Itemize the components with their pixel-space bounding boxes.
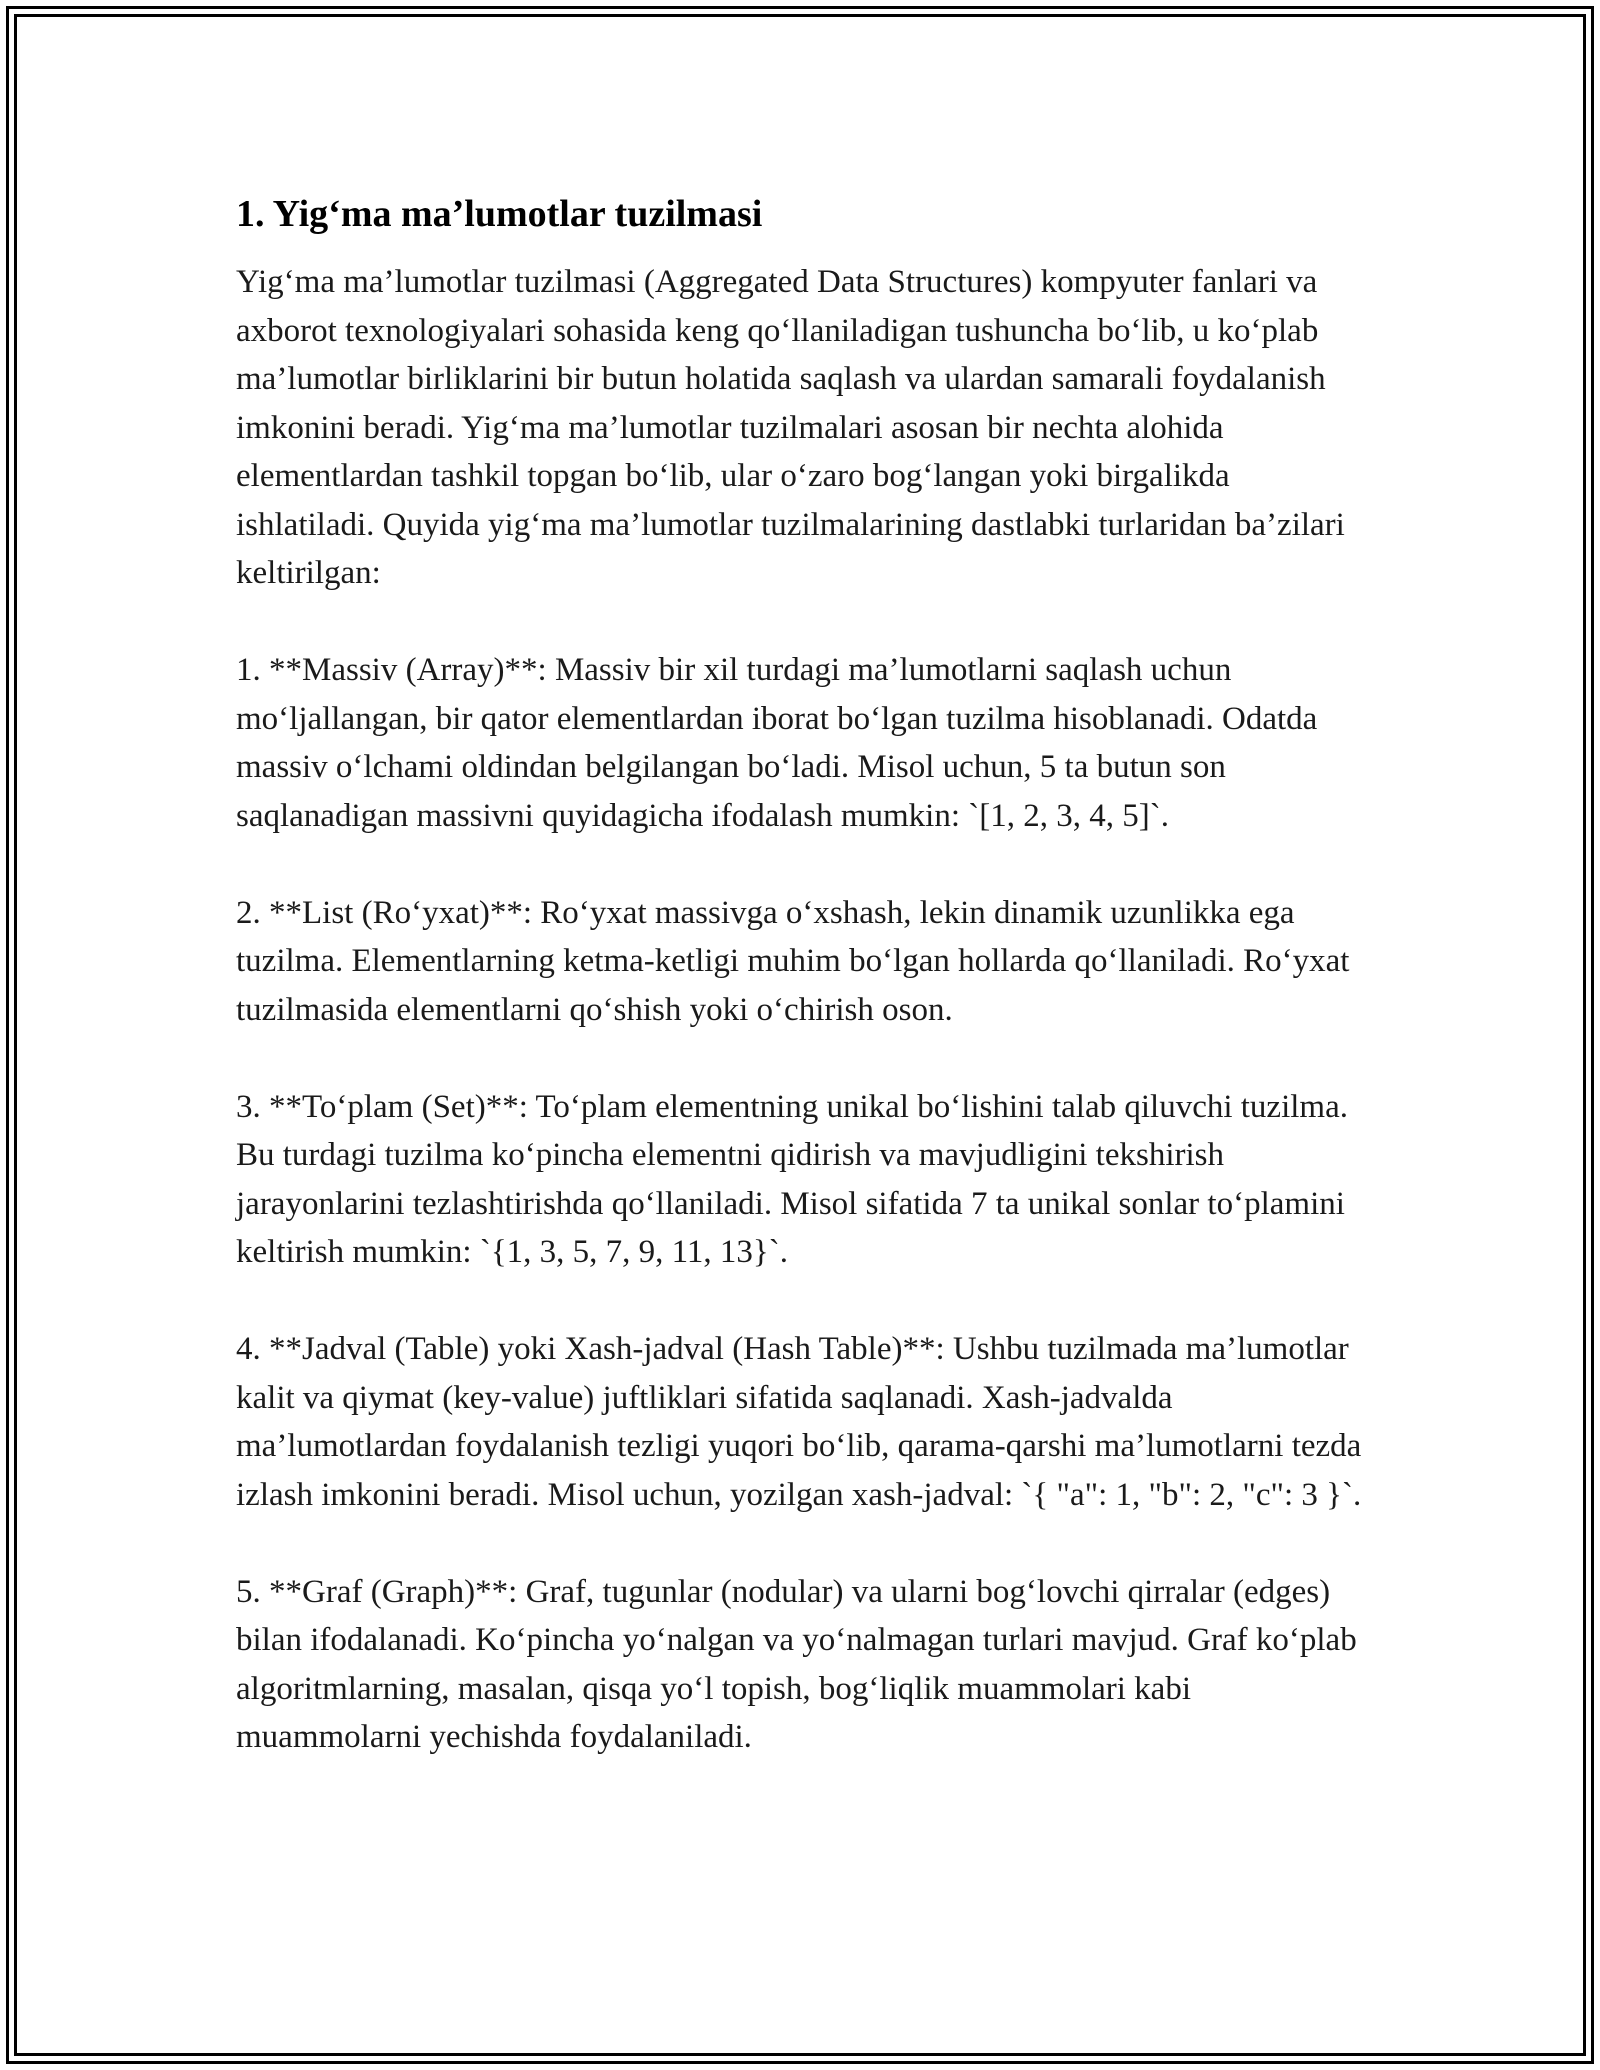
list-item-graph: 5. **Graf (Graph)**: Graf, tugunlar (nodular) va ularni bog‘lovchi qirralar (edges) bilan ifodalanadi. Ko‘pincha yo‘nalgan va yo‘nalmagan turlari mavjud. Graf ko‘plab algoritmlarning, masalan, qisqa yo‘l topish, bog‘liqlik muammolari kabi muammolarni yechishda foydalaniladi. [236, 1573, 1357, 1755]
intro-paragraph: Yig‘ma ma’lumotlar tuzilmasi (Aggregated Data Structures) kompyuter fanlari va axborot texnologiyalari sohasida keng qo‘llaniladigan tushuncha bo‘lib, u ko‘plab ma’lumotlar birliklarini bir butun holatida saqlash va ulardan samarali foydalanish imkonini beradi. Yig‘ma ma’lumotlar tuzilmalari asosan bir nechta alohida elementlardan tashkil topgan bo‘lib, ular o‘zaro bog‘langan yoki birgalikda ishlatiladi. Quyida yig‘ma ma’lumotlar tuzilmalarining dastlabki turlaridan ba’zilari keltirilgan: [236, 264, 1345, 591]
list-item-list: 2. **List (Ro‘yxat)**: Ro‘yxat massivga o‘xshash, lekin dinamik uzunlikka ega tuzilma. Elementlarning ketma-ketligi muhim bo‘lgan hollarda qo‘llaniladi. Ro‘yxat tuzilmasida elementlarni qo‘shish yoki o‘chirish oson. [236, 894, 1350, 1028]
section-title: 1. Yig‘ma ma’lumotlar tuzilmasi [236, 193, 763, 235]
list-item-set: 3. **To‘plam (Set)**: To‘plam elementning unikal bo‘lishini talab qiluvchi tuzilma. Bu turdagi tuzilma ko‘pincha elementni qidirish va mavjudligini tekshirish jarayonlarini tezlashtirishda qo‘llaniladi. Misol sifatida 7 ta unikal sonlar to‘plamini keltirish mumkin: `{1, 3, 5, 7, 9, 11, 13}`. [236, 1088, 1348, 1270]
list-item-hash-table: 4. **Jadval (Table) yoki Xash-jadval (Hash Table)**: Ushbu tuzilmada ma’lumotlar kalit va qiymat (key-value) juftliklari sifatida saqlanadi. Xash-jadvalda ma’lumotlardan foydalanish tezligi yuqori bo‘lib, qarama-qarshi ma’lumotlarni tezda izlash imkonini beradi. Misol uchun, yozilgan xash-jadval: `{ "a": 1, "b": 2, "c": 3 }`. [236, 1331, 1362, 1513]
document-body [236, 184, 1376, 1810]
list-item-array: 1. **Massiv (Array)**: Massiv bir xil turdagi ma’lumotlarni saqlash uchun mo‘ljallangan, bir qator elementlardan iborat bo‘lgan tuzilma hisoblanadi. Odatda massiv o‘lchami oldindan belgilangan bo‘ladi. Misol uchun, 5 ta butun son saqlanadigan massivni quyidagicha ifodalash mumkin: `[1, 2, 3, 4, 5]`. [236, 652, 1318, 834]
